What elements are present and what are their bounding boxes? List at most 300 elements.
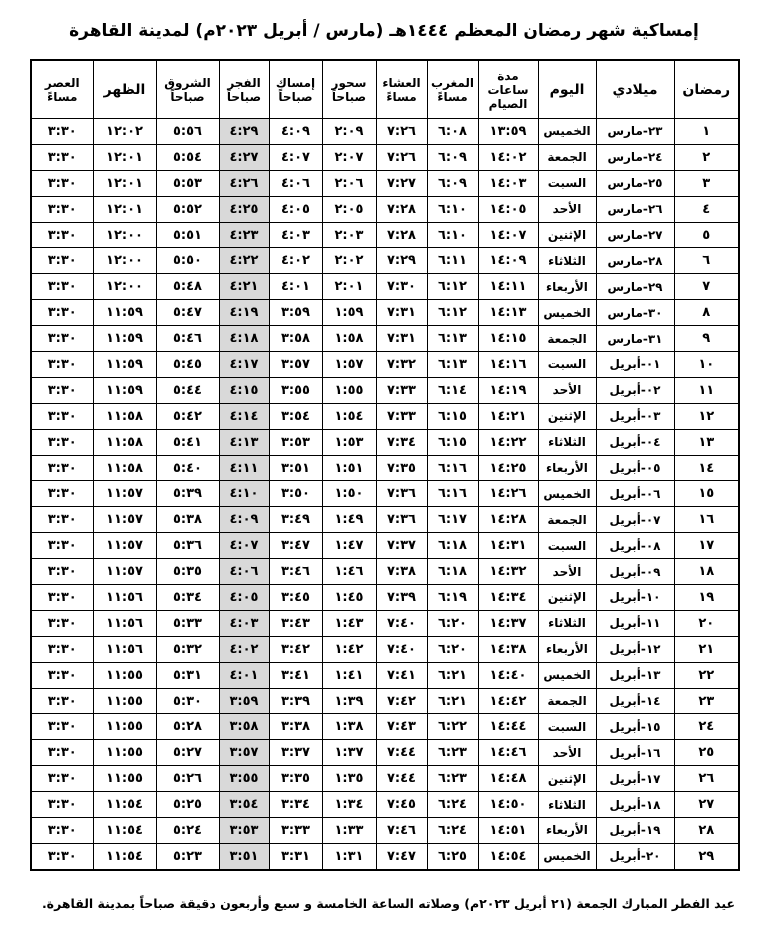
cell-maghrib: ٦:٢٠ <box>427 636 478 662</box>
cell-suhoor: ٢:٠١ <box>322 274 376 300</box>
cell-isha: ٧:٤٥ <box>376 792 427 818</box>
cell-fajr: ٤:٢٥ <box>219 196 269 222</box>
cell-weekday: الثلاثاء <box>538 248 596 274</box>
cell-isha: ٧:٢٧ <box>376 170 427 196</box>
cell-sunrise: ٥:٢٨ <box>156 714 219 740</box>
cell-isha: ٧:٣٢ <box>376 352 427 378</box>
cell-fasting-duration: ١٤:٤٤ <box>478 714 538 740</box>
cell-gregorian-date: ٣٠-مارس <box>596 300 674 326</box>
cell-maghrib: ٦:٢٥ <box>427 843 478 869</box>
cell-sunrise: ٥:٤٧ <box>156 300 219 326</box>
cell-asr: ٣:٣٠ <box>31 843 93 869</box>
cell-sunrise: ٥:٥١ <box>156 222 219 248</box>
cell-gregorian-date: ١٠-أبريل <box>596 585 674 611</box>
cell-dhuhr: ١١:٥٥ <box>93 714 156 740</box>
cell-isha: ٧:٤٤ <box>376 766 427 792</box>
cell-weekday: الأربعاء <box>538 636 596 662</box>
cell-ramadan-day: ١٠ <box>674 352 739 378</box>
cell-weekday: الجمعة <box>538 507 596 533</box>
table-row <box>31 766 739 792</box>
header-sunrise: الشروق صباحاً <box>156 60 219 119</box>
cell-fasting-duration: ١٤:٣٤ <box>478 585 538 611</box>
cell-fajr: ٣:٥٩ <box>219 688 269 714</box>
cell-imsak: ٣:٥٨ <box>269 326 322 352</box>
cell-asr: ٣:٣٠ <box>31 533 93 559</box>
cell-asr: ٣:٣٠ <box>31 248 93 274</box>
cell-gregorian-date: ١٨-أبريل <box>596 792 674 818</box>
cell-dhuhr: ١١:٥٥ <box>93 662 156 688</box>
cell-fasting-duration: ١٤:٣٨ <box>478 636 538 662</box>
cell-fajr: ٤:٠٧ <box>219 533 269 559</box>
cell-gregorian-date: ٠٩-أبريل <box>596 559 674 585</box>
table-row <box>31 688 739 714</box>
cell-dhuhr: ١١:٥٨ <box>93 455 156 481</box>
table-row <box>31 792 739 818</box>
cell-asr: ٣:٣٠ <box>31 714 93 740</box>
cell-ramadan-day: ٢٢ <box>674 662 739 688</box>
cell-fasting-duration: ١٤:٤٠ <box>478 662 538 688</box>
cell-gregorian-date: ٠٧-أبريل <box>596 507 674 533</box>
cell-dhuhr: ١٢:٠٠ <box>93 274 156 300</box>
cell-fajr: ٤:١٨ <box>219 326 269 352</box>
cell-weekday: السبت <box>538 714 596 740</box>
cell-maghrib: ٦:٢٤ <box>427 792 478 818</box>
cell-fasting-duration: ١٤:٠٧ <box>478 222 538 248</box>
cell-suhoor: ١:٣٨ <box>322 714 376 740</box>
cell-ramadan-day: ١٦ <box>674 507 739 533</box>
cell-imsak: ٣:٤٦ <box>269 559 322 585</box>
cell-sunrise: ٥:٤٥ <box>156 352 219 378</box>
table-body <box>31 119 739 870</box>
table-row <box>31 481 739 507</box>
cell-fasting-duration: ١٤:٢٥ <box>478 455 538 481</box>
page-title: إمساكية شهر رمضان المعظم ١٤٤٤هـ (مارس / أبريل ٢٠٢٣م) لمدينة القاهرة <box>69 21 699 41</box>
imsakiya-table <box>30 59 740 871</box>
cell-isha: ٧:٤٦ <box>376 818 427 844</box>
cell-asr: ٣:٣٠ <box>31 688 93 714</box>
table-row <box>31 300 739 326</box>
cell-asr: ٣:٣٠ <box>31 144 93 170</box>
cell-fasting-duration: ١٤:١١ <box>478 274 538 300</box>
cell-imsak: ٣:٤٣ <box>269 610 322 636</box>
cell-imsak: ٤:٠٦ <box>269 170 322 196</box>
cell-maghrib: ٦:٢١ <box>427 662 478 688</box>
cell-suhoor: ١:٥٨ <box>322 326 376 352</box>
cell-dhuhr: ١١:٥٩ <box>93 300 156 326</box>
cell-ramadan-day: ١٧ <box>674 533 739 559</box>
cell-weekday: الأحد <box>538 196 596 222</box>
cell-suhoor: ١:٤٦ <box>322 559 376 585</box>
cell-ramadan-day: ١٢ <box>674 403 739 429</box>
cell-gregorian-date: ٠٦-أبريل <box>596 481 674 507</box>
cell-gregorian-date: ١٧-أبريل <box>596 766 674 792</box>
cell-maghrib: ٦:٠٩ <box>427 144 478 170</box>
cell-dhuhr: ١١:٥٥ <box>93 766 156 792</box>
cell-sunrise: ٥:٤٢ <box>156 403 219 429</box>
cell-maghrib: ٦:٢٣ <box>427 740 478 766</box>
cell-weekday: الأربعاء <box>538 455 596 481</box>
cell-asr: ٣:٣٠ <box>31 766 93 792</box>
cell-suhoor: ١:٥٥ <box>322 377 376 403</box>
cell-ramadan-day: ٢ <box>674 144 739 170</box>
cell-fajr: ٣:٥٥ <box>219 766 269 792</box>
table-row <box>31 144 739 170</box>
cell-gregorian-date: ١٢-أبريل <box>596 636 674 662</box>
cell-weekday: الخميس <box>538 119 596 145</box>
cell-suhoor: ١:٣٤ <box>322 792 376 818</box>
cell-fajr: ٤:٢٢ <box>219 248 269 274</box>
cell-imsak: ٣:٣٥ <box>269 766 322 792</box>
cell-imsak: ٣:٣٧ <box>269 740 322 766</box>
cell-ramadan-day: ٢٣ <box>674 688 739 714</box>
cell-weekday: الإثنين <box>538 222 596 248</box>
cell-asr: ٣:٣٠ <box>31 610 93 636</box>
header-fajr: الفجر صباحاً <box>219 60 269 119</box>
cell-maghrib: ٦:١٥ <box>427 403 478 429</box>
cell-ramadan-day: ١٥ <box>674 481 739 507</box>
cell-suhoor: ٢:٠٢ <box>322 248 376 274</box>
header-suhoor: سحور صباحاً <box>322 60 376 119</box>
table-row <box>31 610 739 636</box>
cell-maghrib: ٦:١٧ <box>427 507 478 533</box>
header-maghrib: المغرب مساءً <box>427 60 478 119</box>
cell-sunrise: ٥:٣٦ <box>156 533 219 559</box>
cell-isha: ٧:٢٩ <box>376 248 427 274</box>
cell-gregorian-date: ٢٣-مارس <box>596 119 674 145</box>
cell-maghrib: ٦:٢٣ <box>427 766 478 792</box>
cell-weekday: الثلاثاء <box>538 429 596 455</box>
cell-ramadan-day: ١٩ <box>674 585 739 611</box>
cell-ramadan-day: ٧ <box>674 274 739 300</box>
cell-isha: ٧:٤٤ <box>376 740 427 766</box>
cell-fajr: ٣:٥٧ <box>219 740 269 766</box>
cell-gregorian-date: ١٤-أبريل <box>596 688 674 714</box>
cell-isha: ٧:٤٣ <box>376 714 427 740</box>
cell-isha: ٧:٢٦ <box>376 119 427 145</box>
cell-ramadan-day: ٢٥ <box>674 740 739 766</box>
cell-dhuhr: ١١:٥٩ <box>93 377 156 403</box>
cell-fasting-duration: ١٤:٤٢ <box>478 688 538 714</box>
cell-weekday: الإثنين <box>538 403 596 429</box>
cell-ramadan-day: ٣ <box>674 170 739 196</box>
cell-imsak: ٣:٤٧ <box>269 533 322 559</box>
cell-maghrib: ٦:١٣ <box>427 326 478 352</box>
cell-fajr: ٣:٥٣ <box>219 818 269 844</box>
cell-asr: ٣:٣٠ <box>31 481 93 507</box>
cell-ramadan-day: ٢٩ <box>674 843 739 869</box>
cell-isha: ٧:٢٨ <box>376 222 427 248</box>
cell-gregorian-date: ١٥-أبريل <box>596 714 674 740</box>
table-row <box>31 403 739 429</box>
cell-asr: ٣:٣٠ <box>31 455 93 481</box>
cell-asr: ٣:٣٠ <box>31 662 93 688</box>
cell-weekday: الخميس <box>538 481 596 507</box>
cell-asr: ٣:٣٠ <box>31 429 93 455</box>
cell-maghrib: ٦:١٠ <box>427 196 478 222</box>
cell-gregorian-date: ٢٧-مارس <box>596 222 674 248</box>
cell-asr: ٣:٣٠ <box>31 326 93 352</box>
cell-sunrise: ٥:٢٤ <box>156 818 219 844</box>
cell-dhuhr: ١١:٥٦ <box>93 610 156 636</box>
cell-suhoor: ١:٤١ <box>322 662 376 688</box>
table-row <box>31 326 739 352</box>
cell-asr: ٣:٣٠ <box>31 792 93 818</box>
cell-isha: ٧:٤٢ <box>376 688 427 714</box>
cell-imsak: ٤:٠٣ <box>269 222 322 248</box>
table-row <box>31 429 739 455</box>
cell-fasting-duration: ١٤:١٥ <box>478 326 538 352</box>
cell-suhoor: ١:٤٣ <box>322 610 376 636</box>
cell-maghrib: ٦:١١ <box>427 248 478 274</box>
cell-fasting-duration: ١٤:٢٨ <box>478 507 538 533</box>
cell-weekday: الجمعة <box>538 144 596 170</box>
cell-gregorian-date: ٢٠-أبريل <box>596 843 674 869</box>
cell-fajr: ٣:٥١ <box>219 843 269 869</box>
cell-sunrise: ٥:٥٣ <box>156 170 219 196</box>
cell-dhuhr: ١١:٥٧ <box>93 533 156 559</box>
table-row <box>31 507 739 533</box>
cell-gregorian-date: ٠٢-أبريل <box>596 377 674 403</box>
cell-fajr: ٤:٢٧ <box>219 144 269 170</box>
cell-dhuhr: ١١:٥٩ <box>93 326 156 352</box>
cell-isha: ٧:٣٧ <box>376 533 427 559</box>
cell-dhuhr: ١١:٥٩ <box>93 352 156 378</box>
cell-isha: ٧:٢٦ <box>376 144 427 170</box>
cell-maghrib: ٦:١٩ <box>427 585 478 611</box>
cell-suhoor: ٢:٠٦ <box>322 170 376 196</box>
cell-imsak: ٣:٥٧ <box>269 352 322 378</box>
cell-gregorian-date: ٢٩-مارس <box>596 274 674 300</box>
cell-weekday: الإثنين <box>538 766 596 792</box>
cell-weekday: السبت <box>538 170 596 196</box>
cell-dhuhr: ١١:٥٥ <box>93 688 156 714</box>
cell-gregorian-date: ٣١-مارس <box>596 326 674 352</box>
cell-fasting-duration: ١٤:١٣ <box>478 300 538 326</box>
cell-dhuhr: ١١:٥٥ <box>93 740 156 766</box>
cell-gregorian-date: ٢٤-مارس <box>596 144 674 170</box>
cell-suhoor: ١:٤٢ <box>322 636 376 662</box>
cell-asr: ٣:٣٠ <box>31 377 93 403</box>
cell-fasting-duration: ١٤:٠٥ <box>478 196 538 222</box>
cell-fajr: ٤:٠٢ <box>219 636 269 662</box>
cell-maghrib: ٦:٢٤ <box>427 818 478 844</box>
cell-weekday: الإثنين <box>538 585 596 611</box>
cell-maghrib: ٦:١٥ <box>427 429 478 455</box>
table-row <box>31 636 739 662</box>
cell-sunrise: ٥:٣٤ <box>156 585 219 611</box>
cell-isha: ٧:٣٠ <box>376 274 427 300</box>
cell-asr: ٣:٣٠ <box>31 300 93 326</box>
cell-sunrise: ٥:٣٠ <box>156 688 219 714</box>
cell-fajr: ٤:٠٩ <box>219 507 269 533</box>
cell-fasting-duration: ١٤:٢١ <box>478 403 538 429</box>
cell-suhoor: ١:٤٧ <box>322 533 376 559</box>
cell-sunrise: ٥:٣٢ <box>156 636 219 662</box>
cell-isha: ٧:٣٣ <box>376 403 427 429</box>
cell-dhuhr: ١١:٥٨ <box>93 403 156 429</box>
cell-maghrib: ٦:١٢ <box>427 300 478 326</box>
cell-gregorian-date: ١٦-أبريل <box>596 740 674 766</box>
table-row <box>31 377 739 403</box>
cell-dhuhr: ١٢:٠٠ <box>93 222 156 248</box>
cell-dhuhr: ١٢:٠١ <box>93 144 156 170</box>
table-row <box>31 196 739 222</box>
cell-maghrib: ٦:١٣ <box>427 352 478 378</box>
cell-ramadan-day: ١٤ <box>674 455 739 481</box>
cell-weekday: الأحد <box>538 377 596 403</box>
cell-imsak: ٣:٥٤ <box>269 403 322 429</box>
cell-imsak: ٤:٠٩ <box>269 119 322 145</box>
cell-fasting-duration: ١٤:١٦ <box>478 352 538 378</box>
cell-dhuhr: ١١:٥٤ <box>93 843 156 869</box>
imsakiya-table-wrapper <box>30 59 738 871</box>
cell-isha: ٧:٤١ <box>376 662 427 688</box>
table-row <box>31 274 739 300</box>
header-day: اليوم <box>538 60 596 119</box>
cell-imsak: ٤:٠١ <box>269 274 322 300</box>
cell-maghrib: ٦:١٨ <box>427 559 478 585</box>
cell-maghrib: ٦:٠٨ <box>427 119 478 145</box>
cell-fasting-duration: ١٤:٥٠ <box>478 792 538 818</box>
cell-sunrise: ٥:٣٣ <box>156 610 219 636</box>
cell-suhoor: ١:٥١ <box>322 455 376 481</box>
cell-weekday: الأربعاء <box>538 274 596 300</box>
cell-maghrib: ٦:١٤ <box>427 377 478 403</box>
cell-ramadan-day: ٢٦ <box>674 766 739 792</box>
cell-ramadan-day: ١ <box>674 119 739 145</box>
cell-gregorian-date: ٠٨-أبريل <box>596 533 674 559</box>
cell-fajr: ٤:٢٦ <box>219 170 269 196</box>
cell-fasting-duration: ١٤:٣٢ <box>478 559 538 585</box>
cell-dhuhr: ١١:٥٨ <box>93 429 156 455</box>
cell-gregorian-date: ٢٦-مارس <box>596 196 674 222</box>
cell-ramadan-day: ٤ <box>674 196 739 222</box>
cell-asr: ٣:٣٠ <box>31 585 93 611</box>
cell-fajr: ٣:٥٨ <box>219 714 269 740</box>
cell-ramadan-day: ٩ <box>674 326 739 352</box>
cell-gregorian-date: ٠٥-أبريل <box>596 455 674 481</box>
table-row <box>31 585 739 611</box>
cell-suhoor: ٢:٠٩ <box>322 119 376 145</box>
cell-maghrib: ٦:١٨ <box>427 533 478 559</box>
cell-maghrib: ٦:١٦ <box>427 481 478 507</box>
cell-maghrib: ٦:١٠ <box>427 222 478 248</box>
cell-maghrib: ٦:٢٠ <box>427 610 478 636</box>
table-row <box>31 818 739 844</box>
cell-sunrise: ٥:٢٣ <box>156 843 219 869</box>
cell-ramadan-day: ٥ <box>674 222 739 248</box>
header-gregorian: ميلادي <box>596 60 674 119</box>
eid-note: عيد الفطر المبارك الجمعة (٢١ أبريل ٢٠٢٣م) وصلاته الساعة الخامسة و سبع وأربعون دقيقة صباحاً بمدينة القاهرة. <box>41 896 735 911</box>
cell-dhuhr: ١٢:٠٢ <box>93 119 156 145</box>
table-row <box>31 662 739 688</box>
cell-fajr: ٤:٠٦ <box>219 559 269 585</box>
cell-gregorian-date: ١٣-أبريل <box>596 662 674 688</box>
cell-fasting-duration: ١٤:٣٧ <box>478 610 538 636</box>
cell-asr: ٣:٣٠ <box>31 403 93 429</box>
cell-suhoor: ١:٣٩ <box>322 688 376 714</box>
cell-suhoor: ١:٥٩ <box>322 300 376 326</box>
cell-ramadan-day: ١٨ <box>674 559 739 585</box>
cell-gregorian-date: ١٩-أبريل <box>596 818 674 844</box>
cell-ramadan-day: ٢٧ <box>674 792 739 818</box>
cell-asr: ٣:٣٠ <box>31 274 93 300</box>
cell-weekday: السبت <box>538 533 596 559</box>
cell-fasting-duration: ١٤:٤٦ <box>478 740 538 766</box>
cell-isha: ٧:٣٨ <box>376 559 427 585</box>
cell-fajr: ٤:٠٣ <box>219 610 269 636</box>
cell-fajr: ٤:١٩ <box>219 300 269 326</box>
cell-maghrib: ٦:١٦ <box>427 455 478 481</box>
cell-ramadan-day: ١٣ <box>674 429 739 455</box>
cell-imsak: ٣:٣٨ <box>269 714 322 740</box>
cell-isha: ٧:٣٥ <box>376 455 427 481</box>
cell-isha: ٧:٣٣ <box>376 377 427 403</box>
cell-asr: ٣:٣٠ <box>31 170 93 196</box>
header-imsak: إمساك صباحاً <box>269 60 322 119</box>
cell-sunrise: ٥:٤٠ <box>156 455 219 481</box>
cell-fajr: ٤:١٥ <box>219 377 269 403</box>
cell-maghrib: ٦:١٢ <box>427 274 478 300</box>
cell-suhoor: ١:٥٧ <box>322 352 376 378</box>
cell-sunrise: ٥:٢٧ <box>156 740 219 766</box>
cell-ramadan-day: ٢١ <box>674 636 739 662</box>
cell-weekday: الجمعة <box>538 326 596 352</box>
cell-fasting-duration: ١٣:٥٩ <box>478 119 538 145</box>
cell-sunrise: ٥:٢٥ <box>156 792 219 818</box>
table-row <box>31 843 739 869</box>
cell-fajr: ٤:١٣ <box>219 429 269 455</box>
table-row <box>31 119 739 145</box>
table-row <box>31 248 739 274</box>
cell-dhuhr: ١١:٥٧ <box>93 481 156 507</box>
cell-asr: ٣:٣٠ <box>31 559 93 585</box>
cell-ramadan-day: ٢٠ <box>674 610 739 636</box>
cell-fasting-duration: ١٤:٠٩ <box>478 248 538 274</box>
cell-dhuhr: ١١:٥٤ <box>93 792 156 818</box>
cell-suhoor: ١:٣٣ <box>322 818 376 844</box>
cell-asr: ٣:٣٠ <box>31 636 93 662</box>
cell-maghrib: ٦:٢٢ <box>427 714 478 740</box>
cell-maghrib: ٦:٠٩ <box>427 170 478 196</box>
cell-asr: ٣:٣٠ <box>31 507 93 533</box>
cell-fajr: ٤:٢٣ <box>219 222 269 248</box>
cell-isha: ٧:٤٠ <box>376 636 427 662</box>
cell-weekday: الخميس <box>538 843 596 869</box>
cell-gregorian-date: ٠٣-أبريل <box>596 403 674 429</box>
cell-dhuhr: ١١:٥٤ <box>93 818 156 844</box>
cell-fajr: ٤:١٧ <box>219 352 269 378</box>
cell-weekday: الجمعة <box>538 688 596 714</box>
cell-suhoor: ٢:٠٧ <box>322 144 376 170</box>
cell-imsak: ٣:٥٠ <box>269 481 322 507</box>
cell-imsak: ٣:٣٩ <box>269 688 322 714</box>
cell-asr: ٣:٣٠ <box>31 352 93 378</box>
cell-fajr: ٤:١٤ <box>219 403 269 429</box>
cell-dhuhr: ١١:٥٦ <box>93 585 156 611</box>
cell-suhoor: ١:٥٠ <box>322 481 376 507</box>
cell-suhoor: ١:٤٥ <box>322 585 376 611</box>
cell-isha: ٧:٣٦ <box>376 481 427 507</box>
cell-imsak: ٣:٤٩ <box>269 507 322 533</box>
cell-dhuhr: ١١:٥٦ <box>93 636 156 662</box>
cell-sunrise: ٥:٤٦ <box>156 326 219 352</box>
cell-gregorian-date: ١١-أبريل <box>596 610 674 636</box>
cell-fasting-duration: ١٤:٢٢ <box>478 429 538 455</box>
cell-dhuhr: ١٢:٠٠ <box>93 248 156 274</box>
cell-asr: ٣:٣٠ <box>31 818 93 844</box>
header-asr: العصر مساءً <box>31 60 93 119</box>
